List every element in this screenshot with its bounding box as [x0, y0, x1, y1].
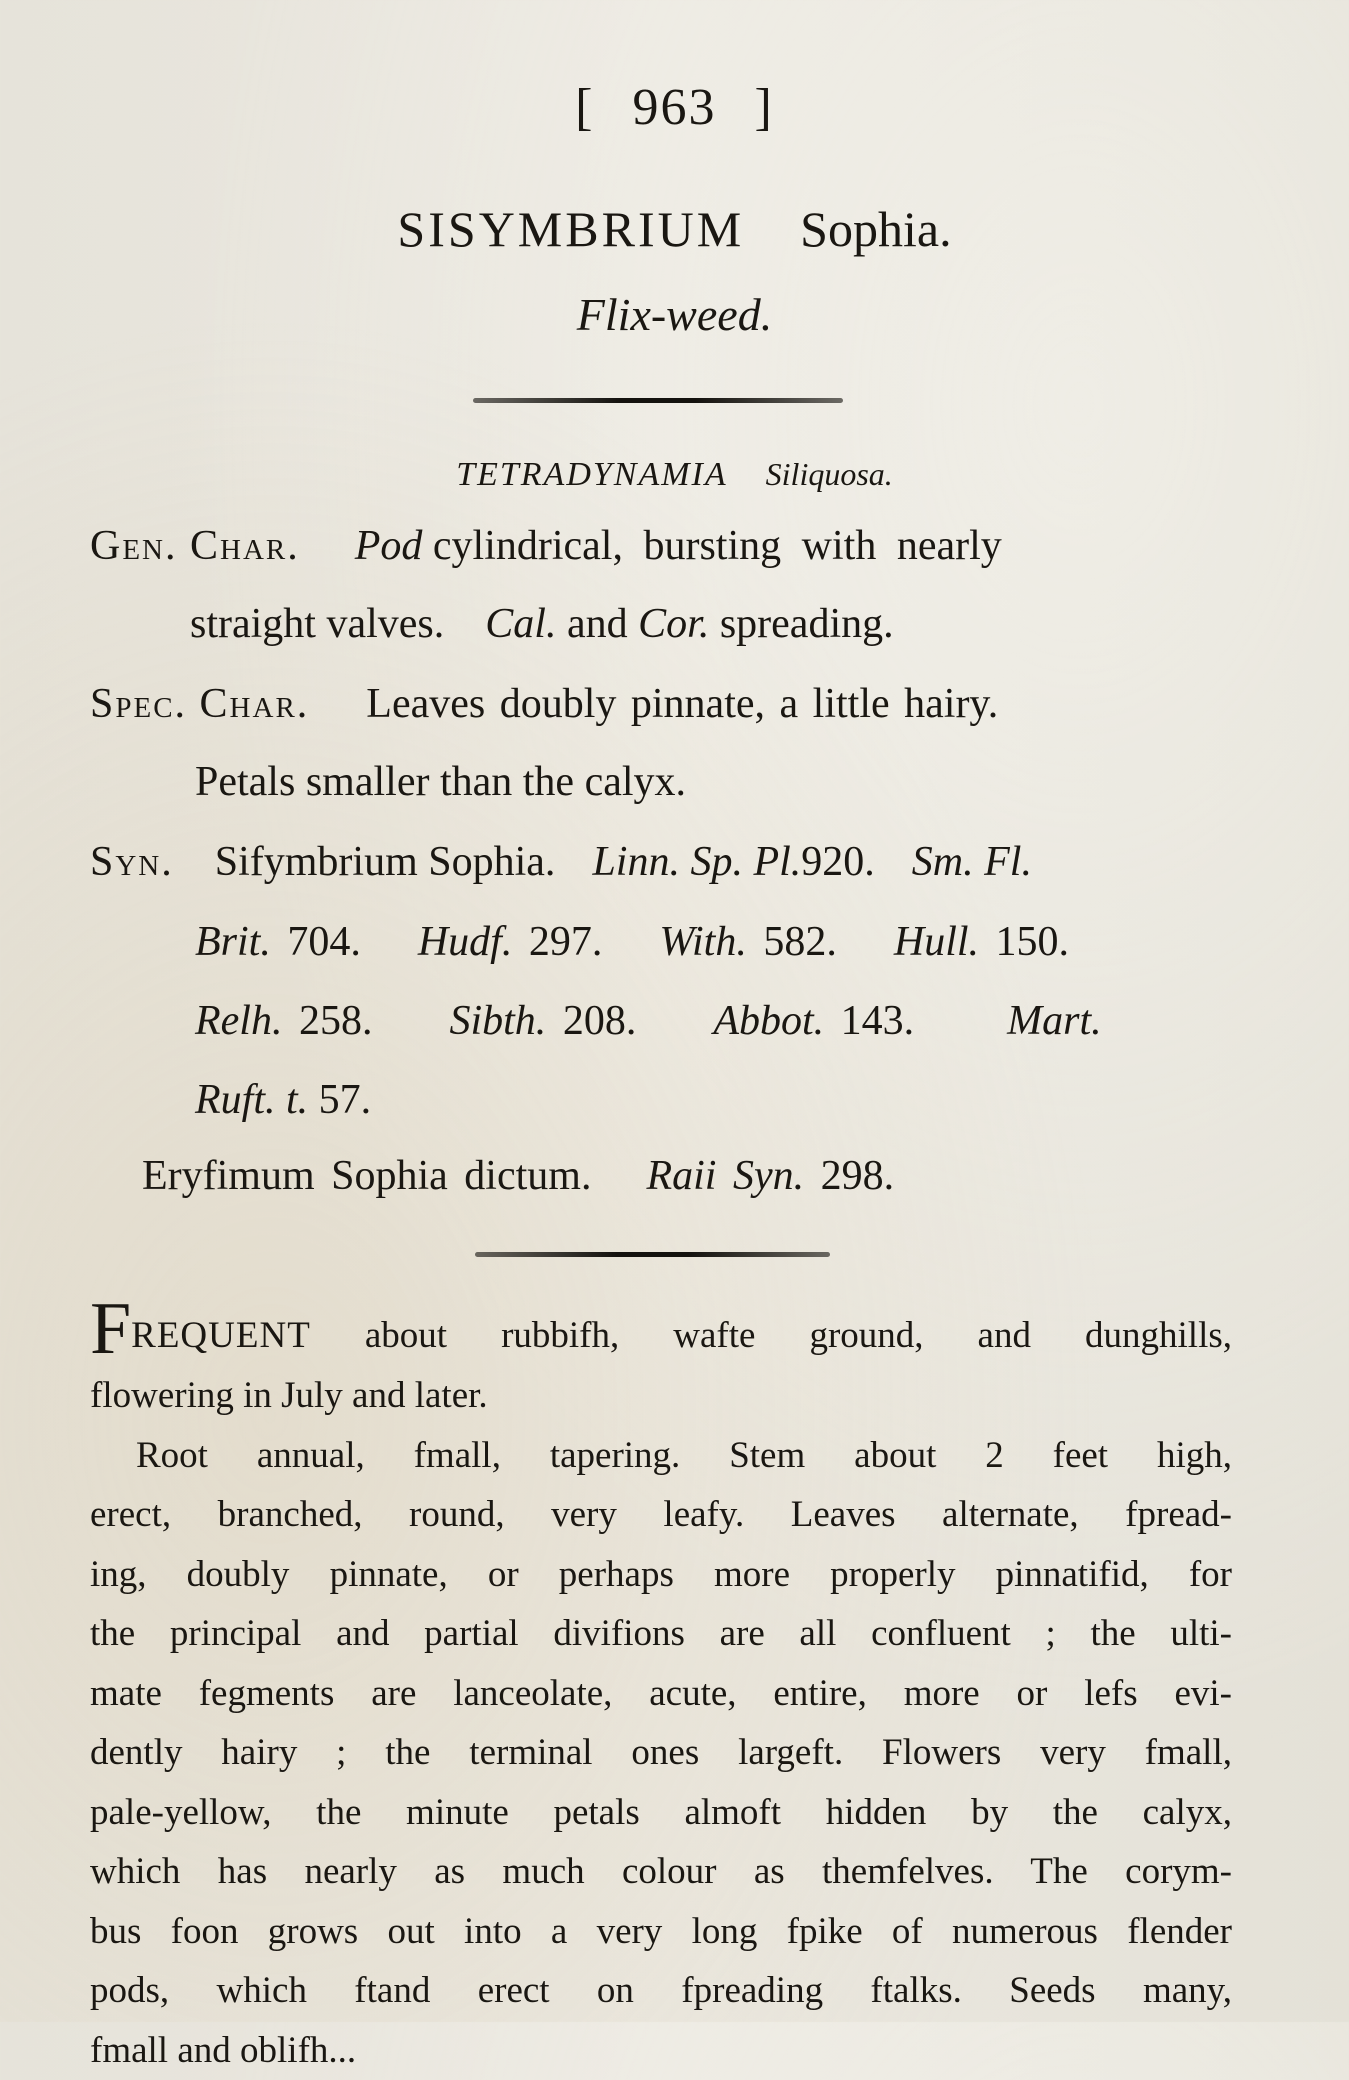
syn-page: 143.: [841, 998, 915, 1044]
common-name: Flix-weed.: [0, 288, 1349, 341]
syn-ref: Abbot.: [713, 998, 824, 1044]
gen-char-text-a: straight valves.: [190, 601, 444, 647]
gen-char-line-2: [190, 600, 894, 648]
description-line: pale-yellow, the minute petals almoft hidden by the calyx,: [90, 1783, 1232, 1843]
linnaean-classification: [0, 456, 1349, 494]
gen-char-text-c: spreading.: [720, 601, 894, 647]
description-line: dently hairy ; the terminal ones largeft. Flowers very fmall,: [90, 1723, 1232, 1783]
syn-ref: Mart.: [1007, 998, 1102, 1044]
page-number: [0, 78, 1349, 137]
description-line: erect, branched, round, very leafy. Leaves alternate, fpread-: [90, 1485, 1232, 1545]
syn-page: 582.: [763, 919, 837, 965]
genus-name: SISYMBRIUM: [397, 201, 744, 257]
order-name: Siliquosa.: [766, 456, 893, 492]
description-line: the principal and partial divifions are all confluent ; the ulti-: [90, 1604, 1232, 1664]
syn-line-2: [195, 918, 1069, 966]
syn-name: Sifymbrium Sophia.: [215, 839, 556, 885]
gen-char-italic-cor: Cor.: [638, 601, 709, 647]
description-text: about rubbifh, wafte ground, and dunghills,: [365, 1315, 1232, 1356]
description-line: flowering in July and later.: [90, 1366, 1232, 1426]
syn-ref: Brit.: [195, 919, 271, 965]
syn-ref: With.: [659, 919, 747, 965]
description-line: which has nearly as much colour as themfelves. The corym-: [90, 1842, 1232, 1902]
syn-ref: Linn. Sp. Pl.: [592, 839, 801, 885]
syn-line-3: [195, 997, 1102, 1045]
syn-ref: Ruft. t.: [195, 1077, 308, 1123]
spec-char-text: Leaves doubly pinnate, a little hairy.: [366, 681, 998, 727]
syn-page: 208.: [563, 998, 637, 1044]
syn-ref: Hudf.: [418, 919, 513, 965]
gen-char-line-1: [90, 522, 1002, 570]
syn-page: 298.: [821, 1153, 895, 1199]
gen-char-text: cylindrical, bursting with nearly: [433, 523, 1002, 569]
syn-page: 704.: [287, 919, 361, 965]
syn-page: 258.: [299, 998, 373, 1044]
divider-rule: [473, 398, 843, 403]
syn-ref: Sm. Fl.: [912, 839, 1032, 885]
description-line: Root annual, fmall, tapering. Stem about 2 feet high,: [90, 1426, 1232, 1486]
gen-char-italic: Pod: [355, 523, 423, 569]
syn-ref: Hull.: [894, 919, 979, 965]
syn-line-1: [90, 838, 1032, 886]
syn-ref: Relh.: [195, 998, 282, 1044]
syn-page: 297.: [529, 919, 603, 965]
spec-char-line-2: [195, 758, 686, 806]
lead-caps: REQUENT: [131, 1315, 311, 1356]
syn-ref: Raii Syn.: [646, 1153, 804, 1199]
drop-cap: F: [90, 1288, 131, 1370]
syn-name: Eryfimum Sophia dictum.: [142, 1153, 591, 1199]
page-title: [0, 200, 1349, 258]
description-line: pods, which ftand erect on fpreading ftalks. Seeds many,: [90, 1961, 1232, 2021]
syn-ref: Sibth.: [449, 998, 546, 1044]
syn-line-5: [142, 1152, 894, 1200]
syn-label: Syn.: [90, 839, 174, 885]
species-name: Sophia.: [800, 201, 951, 257]
description-line: mate fegments are lanceolate, acute, entire, more or lefs evi-: [90, 1664, 1232, 1724]
syn-page: 920.: [801, 839, 875, 885]
gen-char-text-b: and: [567, 601, 628, 647]
description-line: ing, doubly pinnate, or perhaps more properly pinnatifid, for: [90, 1545, 1232, 1605]
bracket-close: ]: [755, 78, 774, 137]
description-line: fmall and oblifh...: [90, 2021, 1232, 2080]
description-line: [90, 1292, 1232, 1366]
syn-page: 57.: [319, 1077, 372, 1123]
gen-char-italic-cal: Cal.: [485, 601, 556, 647]
spec-char-text-2: Petals smaller than the calyx.: [195, 759, 686, 805]
syn-page: 150.: [996, 919, 1070, 965]
syn-line-4: [195, 1076, 371, 1124]
description-line: bus foon grows out into a very long fpike of numerous flender: [90, 1902, 1232, 1962]
gen-char-label: Gen. Char.: [90, 523, 300, 569]
class-name: TETRADYNAMIA: [456, 456, 727, 493]
spec-char-label: Spec. Char.: [90, 681, 309, 727]
bracket-open: [: [575, 78, 594, 137]
page-number-value: 963: [633, 79, 717, 136]
description: [90, 1292, 1232, 2080]
spec-char-line-1: [90, 680, 998, 728]
divider-rule: [475, 1252, 830, 1257]
